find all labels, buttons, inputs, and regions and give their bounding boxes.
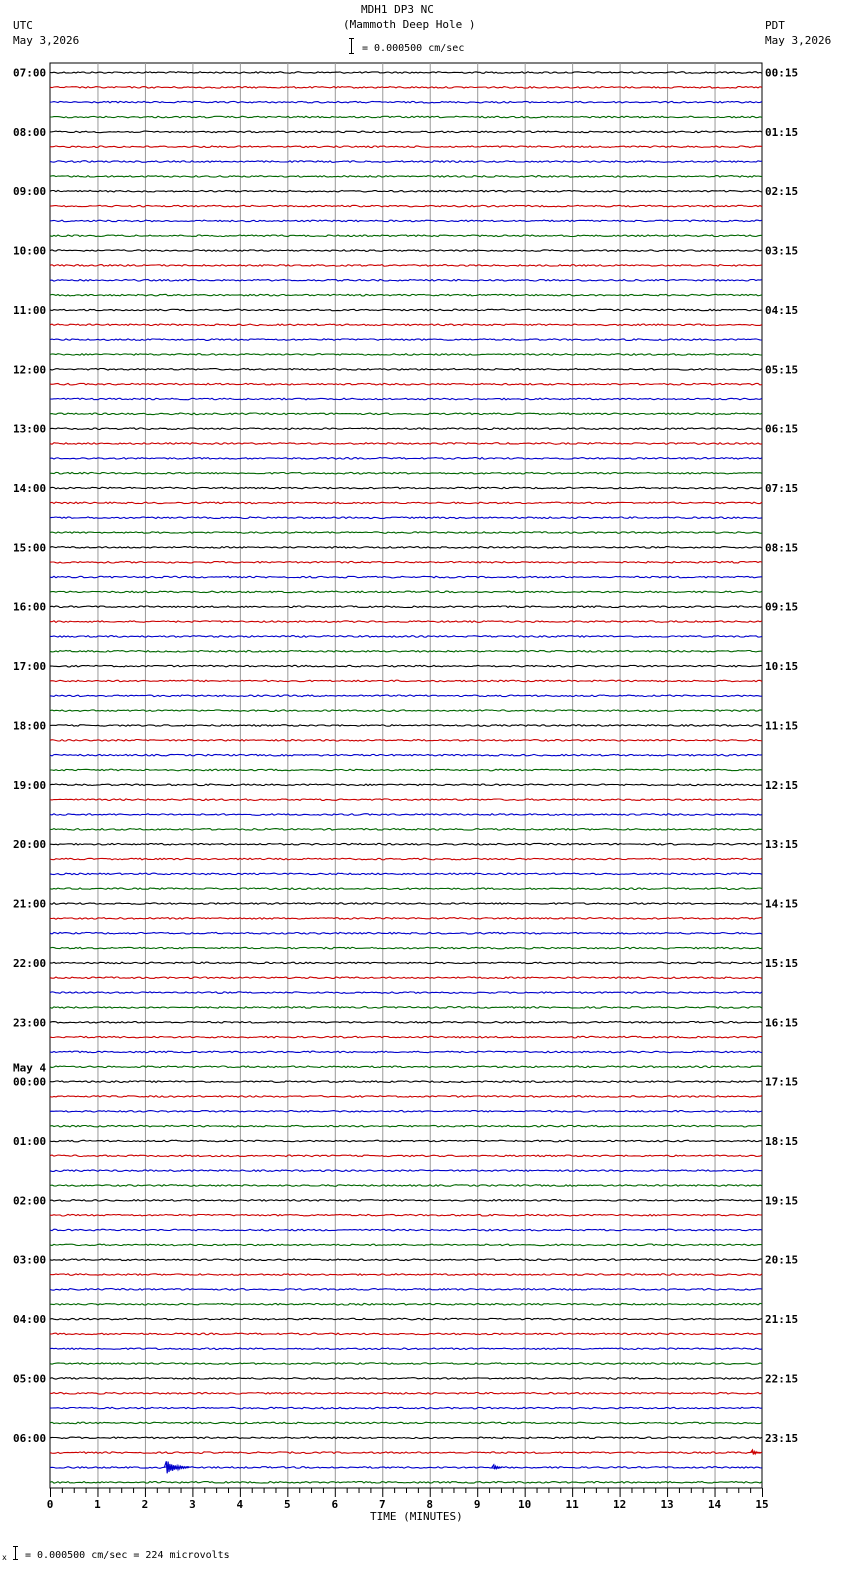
seismic-trace (50, 1393, 762, 1395)
utc-hour-label: 01:00 (13, 1134, 47, 1148)
seismic-trace (50, 1333, 762, 1335)
utc-hour-label: 10:00 (13, 244, 47, 258)
seismic-trace (50, 413, 762, 415)
seismic-trace (50, 1111, 762, 1113)
seismic-trace (50, 1125, 762, 1127)
seismic-trace (50, 754, 762, 756)
seismic-trace (50, 235, 762, 237)
seismic-trace (50, 1036, 762, 1038)
pdt-hour-label: 10:15 (765, 660, 799, 674)
pdt-hour-label: 12:15 (765, 778, 799, 792)
seismic-trace (50, 829, 762, 831)
pdt-hour-label: 18:15 (765, 1134, 799, 1148)
seismic-trace (50, 309, 762, 311)
seismic-trace (50, 280, 762, 282)
seismic-trace (50, 918, 762, 920)
x-tick-label: 0 (46, 1498, 54, 1511)
seismic-trace (50, 843, 762, 845)
x-axis (47, 1488, 769, 1511)
seismic-trace (50, 532, 762, 534)
seismic-trace (50, 1363, 762, 1365)
x-tick-label: 12 (612, 1498, 627, 1511)
seismic-trace (50, 591, 762, 593)
x-tick-label: 15 (755, 1498, 769, 1511)
seismic-trace (50, 1378, 762, 1380)
seismic-trace (50, 502, 762, 504)
seismic-trace (50, 294, 762, 296)
seismic-trace (50, 1081, 762, 1083)
site-title: (Mammoth Deep Hole ) (343, 18, 476, 31)
utc-hour-label: 08:00 (13, 125, 47, 139)
seismic-trace (50, 725, 762, 727)
pdt-hour-label: 05:15 (765, 363, 799, 377)
seismic-trace (50, 947, 762, 949)
seismic-trace (50, 561, 762, 563)
pdt-hour-label: 14:15 (765, 897, 799, 911)
seismic-trace (50, 161, 762, 163)
pdt-hour-label: 00:15 (765, 66, 799, 80)
seismic-trace (50, 383, 762, 385)
seismic-trace (50, 1407, 762, 1409)
trace-group (50, 72, 762, 1483)
seismic-trace (50, 814, 762, 816)
seismic-trace (50, 606, 762, 608)
x-tick-label: 2 (141, 1498, 149, 1511)
x-tick-label: 8 (426, 1498, 434, 1511)
seismic-trace (50, 695, 762, 697)
footer-scale-cap-top (13, 1546, 18, 1547)
pdt-hour-label: 15:15 (765, 956, 799, 970)
seismic-trace (50, 517, 762, 519)
seismic-trace (50, 190, 762, 192)
x-tick-label: 13 (660, 1498, 674, 1511)
x-tick-label: 11 (565, 1498, 579, 1511)
seismic-trace (50, 769, 762, 771)
pdt-label: PDT (765, 19, 785, 32)
seismic-trace (50, 1096, 762, 1098)
seismic-trace (50, 116, 762, 118)
utc-hour-label: 15:00 (13, 541, 47, 555)
seismic-trace (50, 101, 762, 103)
seismic-trace (50, 1200, 762, 1202)
utc-hour-label: 22:00 (13, 956, 47, 970)
x-axis-title: TIME (MINUTES) (370, 1510, 463, 1523)
seismic-trace (50, 888, 762, 890)
utc-hour-label: 13:00 (13, 422, 47, 436)
seismic-trace (50, 72, 762, 74)
date-change-label: May 4 (13, 1061, 47, 1075)
utc-hour-label: 07:00 (13, 66, 47, 80)
seismic-trace (50, 962, 762, 964)
utc-date: May 3,2026 (13, 34, 80, 47)
utc-label: UTC (13, 19, 33, 32)
footer-scale-cap-bottom (13, 1559, 18, 1560)
seismic-trace (50, 651, 762, 653)
seismic-trace (50, 1022, 762, 1024)
pdt-hour-label: 22:15 (765, 1372, 799, 1386)
x-tick-label: 5 (284, 1498, 291, 1511)
x-tick-label: 14 (707, 1498, 722, 1511)
event-waveform (164, 1461, 189, 1473)
seismic-trace (50, 1452, 762, 1454)
seismic-trace (50, 621, 762, 623)
utc-hour-label: 12:00 (13, 363, 47, 377)
seismic-trace (50, 1244, 762, 1246)
seismic-trace (50, 1140, 762, 1142)
station-title: MDH1 DP3 NC (361, 3, 434, 16)
seismic-trace (50, 398, 762, 400)
seismic-trace (50, 903, 762, 905)
seismic-trace (50, 799, 762, 801)
x-tick-label: 9 (473, 1498, 481, 1511)
seismic-trace (50, 250, 762, 252)
pdt-hour-label: 06:15 (765, 422, 799, 436)
seismic-trace (50, 354, 762, 356)
seismic-trace (50, 131, 762, 133)
seismic-trace (50, 1274, 762, 1276)
pdt-hour-label: 16:15 (765, 1016, 799, 1030)
seismic-trace (50, 1185, 762, 1187)
x-tick-label: 10 (518, 1498, 532, 1511)
seismic-trace (50, 992, 762, 994)
pdt-hour-label: 17:15 (765, 1075, 799, 1089)
utc-hour-label: 06:00 (13, 1431, 47, 1445)
x-tick-label: 3 (189, 1498, 196, 1511)
utc-hour-label: 05:00 (13, 1372, 47, 1386)
seismic-trace (50, 443, 762, 445)
utc-hour-label: 02:00 (13, 1194, 47, 1208)
seismic-trace (50, 547, 762, 549)
pdt-hour-label: 01:15 (765, 125, 799, 139)
utc-hour-label: 21:00 (13, 897, 47, 911)
seismic-trace (50, 576, 762, 578)
pdt-hour-label: 07:15 (765, 482, 799, 496)
seismic-trace (50, 1155, 762, 1157)
pdt-hour-label: 20:15 (765, 1253, 799, 1267)
seismic-trace (50, 1437, 762, 1439)
seismic-trace (50, 873, 762, 875)
utc-hour-label: 16:00 (13, 600, 47, 614)
pdt-hour-label: 03:15 (765, 244, 799, 258)
seismic-trace (50, 1051, 762, 1053)
pdt-date: May 3,2026 (765, 34, 832, 47)
utc-hour-label: 04:00 (13, 1313, 47, 1327)
seismic-trace (50, 87, 762, 89)
seismic-trace (50, 205, 762, 207)
seismic-trace (50, 932, 762, 934)
seismic-trace (50, 324, 762, 326)
seismic-trace (50, 784, 762, 786)
footer-prefix: x (2, 1553, 7, 1562)
x-tick-label: 6 (331, 1498, 339, 1511)
seismic-trace (50, 176, 762, 178)
seismic-trace (50, 1422, 762, 1424)
pdt-hour-label: 13:15 (765, 838, 799, 852)
pdt-hour-label: 02:15 (765, 185, 799, 199)
seismic-trace (50, 458, 762, 460)
pdt-hour-label: 04:15 (765, 303, 799, 317)
footer-scale-bar-icon (15, 1546, 16, 1560)
seismic-trace (50, 1348, 762, 1350)
seismic-trace (50, 636, 762, 638)
utc-hour-label: 19:00 (13, 778, 47, 792)
seismic-trace (50, 740, 762, 742)
seismic-trace (50, 1303, 762, 1305)
pdt-hour-label: 11:15 (765, 719, 799, 733)
utc-hour-label: 00:00 (13, 1075, 47, 1089)
seismic-trace (50, 220, 762, 222)
seismic-trace (50, 339, 762, 341)
utc-hour-label: 03:00 (13, 1253, 47, 1267)
seismic-trace (50, 1066, 762, 1068)
utc-hour-label: 14:00 (13, 482, 47, 496)
seismic-trace (50, 1467, 762, 1469)
utc-hour-label: 20:00 (13, 838, 47, 852)
utc-hour-label: 17:00 (13, 660, 47, 674)
seismic-trace (50, 1229, 762, 1231)
footer-scale-note: = 0.000500 cm/sec = 224 microvolts (25, 1550, 230, 1561)
seismic-trace (50, 977, 762, 979)
pdt-hour-label: 08:15 (765, 541, 799, 555)
seismic-trace (50, 1007, 762, 1009)
scale-label: = 0.000500 cm/sec (362, 43, 465, 54)
seismic-trace (50, 1318, 762, 1320)
seismic-trace (50, 487, 762, 489)
seismic-trace (50, 1170, 762, 1172)
seismic-trace (50, 1259, 762, 1261)
pdt-hour-label: 09:15 (765, 600, 799, 614)
utc-hour-label: 18:00 (13, 719, 47, 733)
seismic-trace (50, 1289, 762, 1291)
seismic-trace (50, 472, 762, 474)
seismic-trace (50, 1214, 762, 1216)
seismic-trace (50, 858, 762, 860)
seismic-trace (50, 665, 762, 667)
seismic-trace (50, 1482, 762, 1484)
x-tick-label: 1 (94, 1498, 101, 1511)
x-tick-label: 7 (378, 1498, 386, 1511)
seismic-trace (50, 369, 762, 371)
x-tick-label: 4 (236, 1498, 244, 1511)
seismic-trace (50, 428, 762, 430)
seismic-trace (50, 265, 762, 267)
utc-hour-label: 11:00 (13, 303, 47, 317)
pdt-hour-label: 19:15 (765, 1194, 799, 1208)
seismic-trace (50, 710, 762, 712)
seismic-trace (50, 680, 762, 682)
pdt-hour-label: 23:15 (765, 1431, 799, 1445)
utc-hour-label: 09:00 (13, 185, 47, 199)
utc-hour-label: 23:00 (13, 1016, 47, 1030)
pdt-hour-label: 21:15 (765, 1313, 799, 1327)
seismic-trace (50, 146, 762, 148)
